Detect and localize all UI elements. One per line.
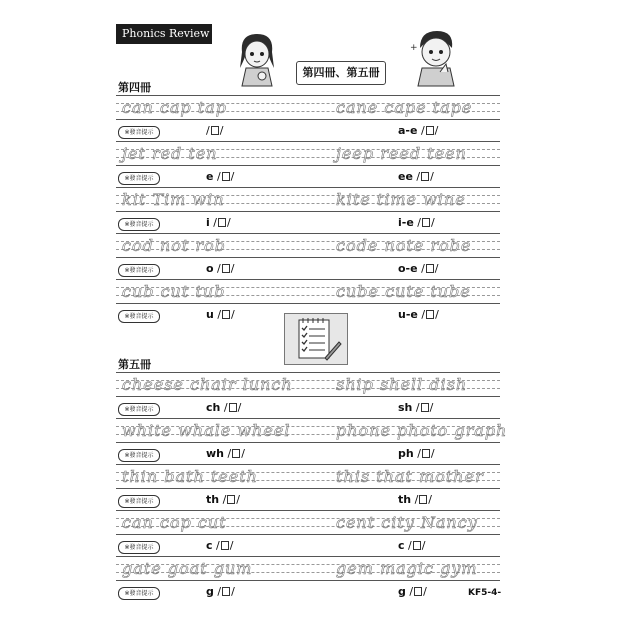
sound-spelling: i (206, 216, 210, 229)
pronunciation-tip-badge: ※發音提示 (118, 403, 160, 416)
trace-words-right: this that mother (336, 467, 484, 486)
pronunciation-tip-badge: ※發音提示 (118, 218, 160, 231)
right-sound-hint (398, 308, 439, 321)
trace-words-left: can cap tap (122, 98, 227, 117)
book4-title: 第四冊 (118, 81, 151, 94)
writing-lines (116, 141, 500, 167)
pronunciation-tip-badge: ※發音提示 (118, 449, 160, 462)
trace-words-right: cube cute tube (336, 282, 471, 301)
notepad-illustration (284, 313, 348, 365)
writing-lines (116, 556, 500, 582)
sound-spelling: sh (398, 401, 413, 414)
phoneme-blank: / / (206, 124, 224, 137)
sound-spelling: ch (206, 401, 221, 414)
phoneme-blank: / / (213, 262, 235, 275)
sound-spelling: u (206, 308, 214, 321)
left-sound-hint (206, 539, 233, 552)
phoneme-blank: / / (213, 308, 235, 321)
right-sound-hint (398, 493, 432, 506)
phoneme-blank: / / (411, 493, 433, 506)
trace-words-right: gem magic gym (336, 559, 478, 578)
right-sound-hint (398, 124, 438, 137)
boy-illustration (410, 28, 462, 88)
trace-words-left: kit Tim win (122, 190, 225, 209)
sound-spelling: u-e (398, 308, 418, 321)
pronunciation-tip-badge: ※發音提示 (118, 264, 160, 277)
writing-lines (116, 510, 500, 536)
trace-words-left: cub cut tub (122, 282, 226, 301)
phoneme-blank: / / (224, 447, 245, 460)
phoneme-blank: / / (213, 170, 235, 183)
trace-words-right: cent city Nancy (336, 513, 478, 532)
sound-spelling: g (206, 585, 214, 598)
writing-lines (116, 372, 500, 398)
trace-words-right: code note robe (336, 236, 472, 255)
right-sound-hint (398, 539, 425, 552)
sound-spelling: g (398, 585, 406, 598)
phoneme-blank: / / (220, 401, 242, 414)
page-code: KF5-4- (468, 588, 502, 598)
page-tag: Phonics Review (116, 24, 212, 44)
sound-spelling: c (398, 539, 405, 552)
pronunciation-tip-badge: ※發音提示 (118, 172, 160, 185)
pronunciation-tip-badge: ※發音提示 (118, 310, 160, 323)
left-sound-hint (206, 585, 235, 598)
writing-lines (116, 464, 500, 490)
writing-lines (116, 187, 500, 213)
pronunciation-tip-badge: ※發音提示 (118, 495, 160, 508)
phoneme-blank: / / (413, 216, 435, 229)
trace-words-right: phone photo graph (336, 421, 508, 440)
left-sound-hint (206, 170, 234, 183)
phoneme-blank: / / (412, 401, 434, 414)
right-sound-hint (398, 170, 434, 183)
phoneme-blank: / / (417, 124, 439, 137)
right-sound-hint (398, 401, 433, 414)
pronunciation-tip-badge: ※發音提示 (118, 126, 160, 139)
phoneme-blank: / / (413, 447, 435, 460)
phoneme-blank: / / (219, 493, 241, 506)
sound-spelling: e (206, 170, 214, 183)
svg-text:+: + (410, 43, 418, 53)
right-sound-hint (398, 447, 435, 460)
sound-spelling: a-e (398, 124, 418, 137)
left-sound-hint (206, 262, 234, 275)
trace-words-left: cod not rob (122, 236, 226, 255)
writing-lines (116, 418, 508, 444)
books-label: 第四冊、第五冊 (296, 61, 386, 85)
sound-spelling: ph (398, 447, 414, 460)
phoneme-blank: / / (209, 216, 231, 229)
right-sound-hint (398, 216, 435, 229)
trace-words-left: thin bath teeth (122, 467, 258, 486)
pronunciation-tip-badge: ※發音提示 (118, 587, 160, 600)
trace-words-left: white whale wheel (122, 421, 291, 440)
sound-spelling: c (206, 539, 213, 552)
phoneme-blank: / / (417, 262, 439, 275)
sound-spelling: th (206, 493, 220, 506)
sound-spelling: o-e (398, 262, 418, 275)
trace-words-left: gate goat gum (122, 559, 253, 578)
phoneme-blank: / / (417, 308, 439, 321)
left-sound-hint (206, 216, 231, 229)
phoneme-blank: / / (405, 585, 427, 598)
phoneme-blank: / / (404, 539, 426, 552)
left-sound-hint (206, 308, 235, 321)
trace-words-right: jeep reed teen (336, 144, 467, 163)
right-sound-hint (398, 585, 427, 598)
left-sound-hint (206, 401, 241, 414)
book5-title: 第五冊 (118, 358, 151, 371)
writing-lines (116, 233, 500, 259)
trace-words-left: can cop cut (122, 513, 227, 532)
trace-words-left: cheese chair lunch (122, 375, 293, 394)
trace-words-right: cane cape tape (336, 98, 473, 117)
phoneme-blank: / / (213, 585, 235, 598)
sound-spelling: i-e (398, 216, 414, 229)
right-sound-hint (398, 262, 439, 275)
trace-words-right: kite time wine (336, 190, 466, 209)
sound-spelling: wh (206, 447, 224, 460)
phoneme-blank: / / (412, 170, 434, 183)
trace-words-right: ship shell dish (336, 375, 468, 394)
writing-lines (116, 279, 500, 305)
writing-lines (116, 95, 500, 121)
sound-spelling: th (398, 493, 412, 506)
pronunciation-tip-badge: ※發音提示 (118, 541, 160, 554)
left-sound-hint (206, 447, 245, 460)
left-sound-hint (206, 124, 223, 137)
phoneme-blank: / / (212, 539, 234, 552)
trace-words-left: jet red ten (122, 144, 218, 163)
left-sound-hint (206, 493, 240, 506)
sound-spelling: o (206, 262, 214, 275)
girl-illustration (232, 30, 282, 88)
sound-spelling: ee (398, 170, 413, 183)
